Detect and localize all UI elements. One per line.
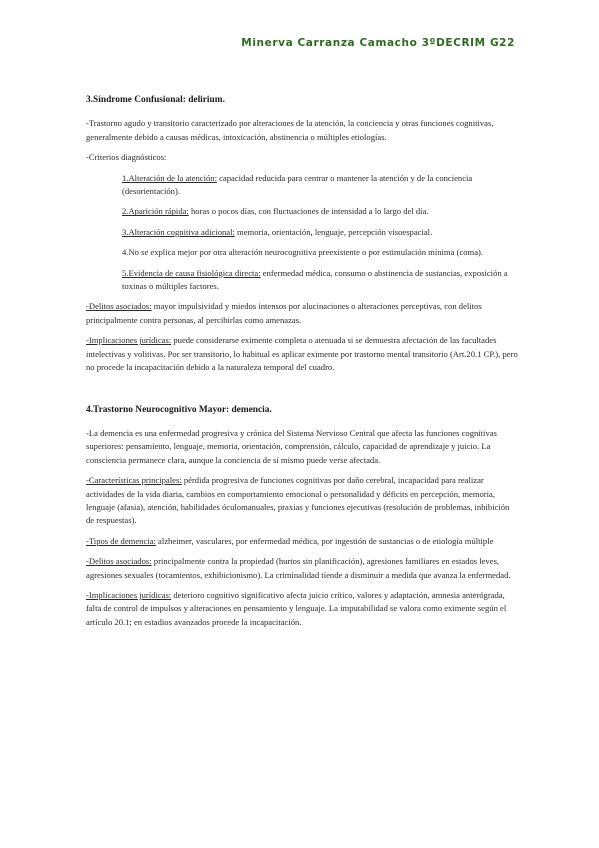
section-demencia [86, 404, 518, 630]
document-body [86, 94, 518, 636]
section-spacer [86, 382, 518, 404]
paragraph-intro: -La demencia es una enfermedad progresiva y crónica del Sistema Nervioso Central que afecta las funciones cognitivas superiores: pensamiento, lenguaje, memoria, orientación, comprensión, cálculo, capacidad de aprendizaje y juicio. La consciencia permanece clara, aunque la conciencia de sí mismo puede verse afectada. [86, 427, 497, 465]
paragraph-caracteristicas [86, 474, 518, 528]
criterion-text: 4.No se explica mejor por otra alteración neurocognitiva preexistente o por estimulación mínima (coma). [122, 247, 484, 258]
term-label: -Implicaciones jurídicas: [86, 589, 172, 600]
criterion-3 [122, 226, 518, 239]
term-label: -Delitos asociados: [86, 556, 152, 567]
criterion-text: horas o pocos días, con fluctuaciones de intensidad a lo largo del día. [188, 206, 429, 217]
section-title: 4.Trastorno Neurocognitivo Mayor: demencia. [86, 404, 272, 415]
term-text: alzheimer, vasculares, por enfermedad médica, por ingestión de sustancias o de etiología múltiple [155, 535, 494, 546]
term-text: principalmente contra la propiedad (hurtos sin planificación), agresiones familiares en estados leves, agresiones sexuales (tocamientos, exhibicionismo). La criminalidad tiende a disminuir a medida que avanza la enfermedad. [86, 556, 511, 580]
term-text: pérdida progresiva de funciones cognitivas por daño cerebral, incapacidad para realizar actividades de la vida diaria, cambios en comportamiento emocional o personalidad y déficits en percepción, memoria, lenguaje (afasia), atención, habilidades óculomanuales, praxias y funciones ejecutivas (resolución de problemas, inhibición de respuestas). [86, 475, 510, 526]
criterion-term: 3.Alteración cognitiva adicional: [122, 226, 235, 237]
criterion-4 [122, 246, 518, 259]
criterion-1 [122, 172, 518, 199]
paragraph-delitos [86, 300, 518, 327]
criterion-2 [122, 205, 518, 218]
paragraph-implicaciones [86, 589, 518, 629]
criterion-term: 5.Evidencia de causa fisiológica directa: [122, 267, 261, 278]
criteria-label: -Criterios diagnósticos: [86, 152, 167, 163]
section-delirium [86, 94, 518, 375]
term-label: -Tipos de demencia: [86, 535, 156, 546]
term-text: puede considerarse eximente completa o atenuada si se demuestra afectación de las facultades intelectivas y volitivas. Por ser transitorio, lo habitual es aplicar eximente por trastorno mental transitorio (Art.20.1 CP.), pero no procede la incapacitación debido a la naturaleza temporal del cuadro. [86, 335, 518, 373]
term-text: mayor impulsividad y miedos intensos por alucinaciones o alteraciones perceptivas, con delitos principalmente contra personas, al percibirlas como amenazas. [86, 301, 482, 325]
term-label: -Delitos asociados: [86, 301, 152, 312]
section-title: 3.Síndrome Confusional: delirium. [86, 95, 225, 105]
term-label: -Implicaciones jurídicas: [86, 335, 172, 346]
criterion-text: enfermedad médica, consumo o abstinencia de sustancias, exposición a toxinas o múltiples factores. [122, 267, 508, 292]
paragraph-intro: -Trastorno agudo y transitorio caracterizado por alteraciones de la atención, la conciencia y otras funciones cognitivas, generalmente debido a causas médicas, intoxicación, abstinencia o múltiples etiologías. [86, 118, 494, 142]
term-text: deterioro cognitivo significativo afecta juicio crítico, valores y adaptación, amnesia anterógrada, falta de control de impulsos y alteraciones en pensamiento y lenguaje. La imputabilidad se valora como eximente según el artículo 20.1; en estadios avanzados procede la incapacitación. [86, 589, 507, 627]
criterion-term: 2.Aparición rápida: [122, 206, 189, 217]
criterion-text: capacidad reducida para centrar o mantener la atención y de la conciencia (desorientación). [122, 172, 473, 197]
paragraph-implicaciones [86, 334, 518, 374]
paragraph-tipos [86, 535, 518, 548]
term-label: -Características principales: [86, 475, 182, 486]
author-header: Minerva Carranza Camacho 3ºDECRIM G22 [241, 37, 515, 49]
criterion-term: 1.Alteración de la atención: [122, 172, 217, 183]
criterion-text: memoria, orientación, lenguaje, percepción visoespacial. [234, 226, 433, 237]
paragraph-delitos [86, 555, 518, 582]
criterion-5 [122, 267, 518, 294]
